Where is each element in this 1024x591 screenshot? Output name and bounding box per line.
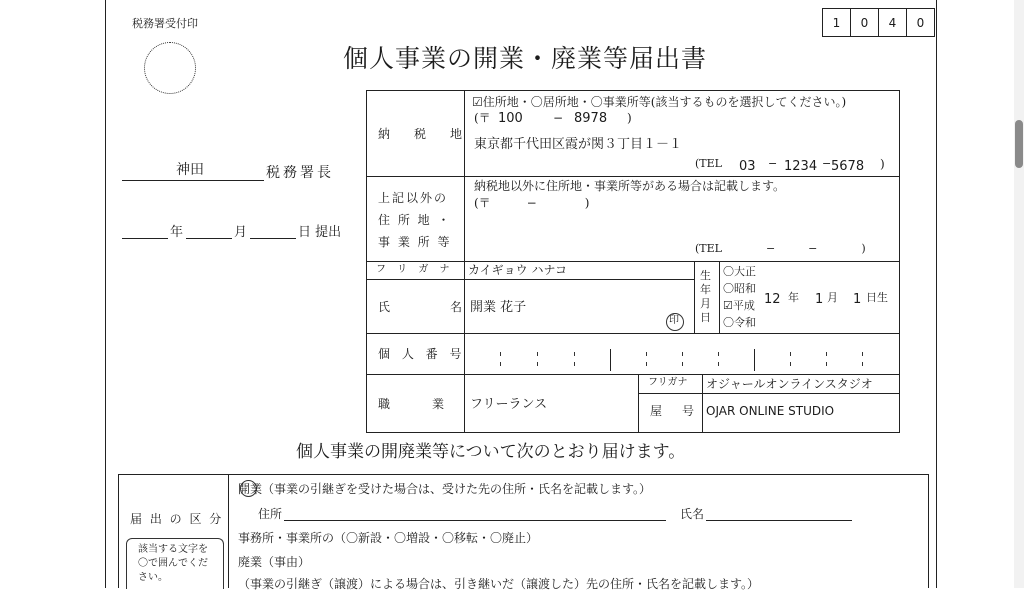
birth-label-4: 日: [700, 311, 711, 324]
furigana-label: フ リ ガ ナ: [376, 264, 454, 275]
occupation-value[interactable]: フリーランス: [470, 397, 548, 412]
form-code-box: [822, 8, 935, 37]
date-day-label: 日 提出: [298, 225, 342, 240]
kaigyo-name-label: 氏名: [680, 507, 705, 521]
kaigyo-address-line[interactable]: [284, 520, 666, 521]
shop-label: 屋 号: [650, 404, 699, 418]
era-option-heisei[interactable]: ☑平成: [723, 299, 755, 312]
tel-close: ): [880, 157, 885, 171]
birth-label-3: 月: [700, 297, 711, 310]
section-note-2: 〇で囲んでくだ: [138, 558, 208, 569]
other-address-label-2: 住 所 地 ・: [378, 213, 452, 227]
form-code-digit: 0: [850, 9, 878, 36]
occupation-label: 職 業: [378, 397, 451, 411]
date-month-line[interactable]: [186, 238, 232, 239]
other-address-label-1: 上記以外の: [378, 191, 449, 205]
other-postal-field[interactable]: (〒 − ): [474, 196, 590, 210]
era-option-reiwa[interactable]: 〇令和: [723, 316, 756, 329]
postal-dash: −: [553, 111, 564, 125]
kaigyo-address-label: 住所: [258, 507, 283, 521]
date-year-line[interactable]: [122, 238, 168, 239]
other-tel-field[interactable]: (TEL − − ): [695, 242, 866, 255]
date-day-line[interactable]: [250, 238, 296, 239]
tel-part-1[interactable]: 03: [739, 159, 756, 174]
tax-address-label: 納 税 地: [378, 127, 469, 141]
tel-dash-1: −: [768, 157, 778, 170]
birth-day[interactable]: 1: [853, 292, 862, 307]
stamp-label: 税務署受付印: [132, 17, 198, 30]
kaigyo-name-line[interactable]: [706, 520, 852, 521]
receipt-stamp-circle: [144, 42, 196, 94]
postal-close: ): [627, 111, 632, 125]
tel-part-3[interactable]: 5678: [831, 159, 865, 174]
birth-label-1: 生: [700, 269, 711, 282]
shop-furigana-label: フリガナ: [648, 377, 688, 388]
form-title: 個人事業の開業・廃業等届出書: [343, 44, 708, 73]
form-paper: [105, 0, 937, 591]
personal-number-label: 個 人 番 号: [378, 347, 466, 361]
tel-part-2[interactable]: 1234: [784, 159, 818, 174]
section-label: 届 出 の 区 分: [130, 512, 224, 526]
date-year-label: 年: [170, 225, 184, 240]
birth-day-unit: 日生: [866, 291, 888, 304]
shop-name-value[interactable]: OJAR ONLINE STUDIO: [706, 404, 835, 418]
date-month-label: 月: [234, 225, 248, 240]
scrollbar-thumb[interactable]: [1015, 120, 1023, 168]
birth-year-unit: 年: [788, 291, 799, 304]
birth-month[interactable]: 1: [815, 292, 824, 307]
furigana-value[interactable]: カイギョウ ハナコ: [468, 263, 567, 277]
other-address-note: 納税地以外に住所地・事業所等がある場合は記載します。: [474, 179, 786, 193]
section-note-3: さい。: [138, 572, 168, 583]
shop-furigana-value[interactable]: オジャールオンラインスタジオ: [706, 377, 873, 391]
birth-month-unit: 月: [827, 291, 838, 304]
haigyo-line[interactable]: 廃業（事由）: [238, 555, 311, 569]
era-option-showa[interactable]: 〇昭和: [723, 282, 756, 295]
office-suffix: 税務署長: [266, 165, 334, 181]
name-label: 氏 名: [378, 300, 469, 314]
tel-label: (TEL: [695, 157, 722, 170]
birth-year[interactable]: 12: [764, 292, 781, 307]
birth-label-2: 年: [700, 283, 711, 296]
form-code-digit: 4: [878, 9, 906, 36]
name-value[interactable]: 開業 花子: [470, 300, 527, 315]
section-note-1: 該当する文字を: [138, 544, 208, 555]
office-change-line[interactable]: 事務所・事業所の（〇新設・〇増設・〇移転・〇廃止）: [238, 531, 539, 545]
postal-code-2[interactable]: 8978: [574, 111, 608, 126]
kaigyo-line[interactable]: 開業（事業の引継ぎを受けた場合は、受けた先の住所・氏名を記載します。）: [238, 482, 652, 496]
form-code-digit: 0: [906, 9, 934, 36]
haigyo-note: （事業の引継ぎ（譲渡）による場合は、引き継いだ（譲渡した）先の住所・氏名を記載します。）: [238, 577, 760, 591]
tel-dash-2: −: [822, 157, 832, 170]
address-type-options[interactable]: ☑住所地・〇居所地・〇事業所等(該当するものを選択してください。): [472, 95, 847, 109]
office-underline: [122, 180, 264, 181]
postal-prefix: (〒: [474, 111, 491, 125]
seal-mark: 印: [669, 315, 679, 326]
declaration-text: 個人事業の開廃業等について次のとおり届けます。: [296, 442, 686, 462]
era-option-taisho[interactable]: 〇大正: [723, 265, 756, 278]
office-name[interactable]: 神田: [176, 162, 204, 178]
tax-address-value[interactable]: 東京都千代田区霞が関３丁目１－１: [474, 137, 683, 152]
form-code-digit: 1: [832, 15, 841, 30]
vertical-scrollbar[interactable]: [1014, 0, 1024, 588]
other-address-label-3: 事 業 所 等: [378, 235, 452, 249]
postal-code-1[interactable]: 100: [498, 111, 523, 126]
